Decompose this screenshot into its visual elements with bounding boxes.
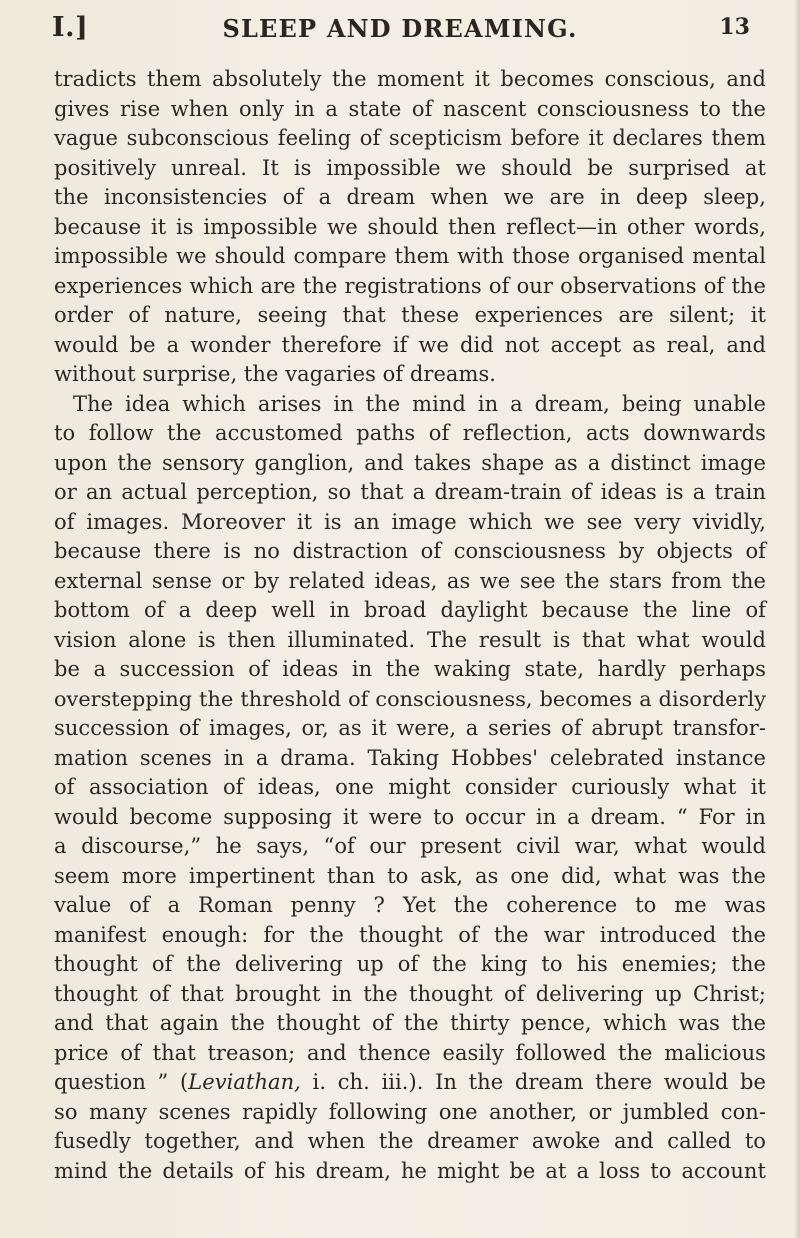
text-line: bottom of a deep well in broad daylight because the line of [54, 598, 766, 622]
text-line: succession of images, or, as it were, a series of abrupt transfor- [54, 716, 766, 740]
running-head [50, 8, 750, 48]
text-line: vision alone is then illuminated. The result is that what would [54, 627, 766, 652]
running-title: SLEEP AND DREAMING. [222, 14, 578, 43]
body-text [54, 65, 766, 1186]
text-line: mation scenes in a drama. Taking Hobbes' celebrated instance [54, 745, 766, 770]
text-line: vague subconscious feeling of scepticism before it declares them [54, 126, 766, 150]
text-line: positively unreal. It is impossible we should be surprised at [54, 155, 766, 180]
text-line: would become supposing it were to occur in a dream. “ For in [54, 804, 766, 829]
text-line: gives rise when only in a state of nascent consciousness to the [54, 96, 766, 121]
text-line: the inconsistencies of a dream when we are in deep sleep, [54, 185, 766, 209]
text-line: mind the details of his dream, he might be at a loss to account [54, 1158, 766, 1183]
citation-work-title: Leviathan, [188, 1070, 301, 1094]
citation-open: ( [179, 1070, 189, 1094]
text-line: seem more impertinent than to ask, as one did, what was the [54, 863, 766, 888]
text-line: or an actual perception, so that a dream-train of ideas is a train [54, 480, 766, 504]
text-line: thought of the delivering up of the king to his enemies; the [54, 952, 766, 976]
text-line: manifest enough: for the thought of the war introduced the [54, 922, 766, 947]
text-line: thought of that brought in the thought of delivering up Christ; [54, 981, 766, 1006]
paragraph-start-line: The idea which arises in the mind in a dream, being unable [73, 391, 766, 416]
chapter-number: I.] [52, 12, 89, 43]
text-line: value of a Roman penny ? Yet the coherence to me was [54, 893, 766, 917]
text-line: because it is impossible we should then reflect—in other words, [54, 214, 766, 239]
text-line: order of nature, seeing that these experiences are silent; it [54, 303, 766, 327]
text-line: of association of ideas, one might consider curiously what it [54, 775, 766, 799]
text-line: upon the sensory ganglion, and takes shape as a distinct image [54, 450, 766, 475]
citation-line [54, 1068, 766, 1098]
text-line: impossible we should compare them with those organised mental [54, 244, 766, 268]
quote-end-text: question ” [54, 1070, 180, 1094]
text-line: a discourse,” he says, “of our present civil war, what would [54, 834, 766, 858]
text-line: price of that treason; and thence easily followed the malicious [54, 1040, 766, 1065]
page-edge-shadow [794, 0, 800, 1238]
citation-reference: i. ch. iii.). In the dream there would be [300, 1070, 766, 1094]
text-line: experiences which are the registrations of our observations of the [54, 273, 766, 298]
text-line: to follow the accustomed paths of reflection, acts downwards [54, 421, 766, 445]
text-line: of images. Moreover it is an image which we see very vividly, [54, 509, 766, 534]
text-line: tradicts them absolutely the moment it becomes conscious, and [54, 67, 766, 91]
text-line: would be a wonder therefore if we did not accept as real, and [54, 332, 766, 357]
text-line: without surprise, the vagaries of dreams. [54, 362, 497, 386]
page-number: 13 [719, 14, 750, 40]
text-line: and that again the thought of the thirty pence, which was the [54, 1011, 766, 1035]
text-line: external sense or by related ideas, as we see the stars from the [54, 568, 766, 593]
text-line: because there is no distraction of consciousness by objects of [54, 539, 766, 563]
text-line: be a succession of ideas in the waking state, hardly perhaps [54, 657, 766, 681]
text-line: overstepping the threshold of consciousness, becomes a disorderly [54, 686, 766, 711]
text-line: fusedly together, and when the dreamer awoke and called to [54, 1129, 766, 1153]
text-line: so many scenes rapidly following one another, or jumbled con- [54, 1099, 766, 1124]
